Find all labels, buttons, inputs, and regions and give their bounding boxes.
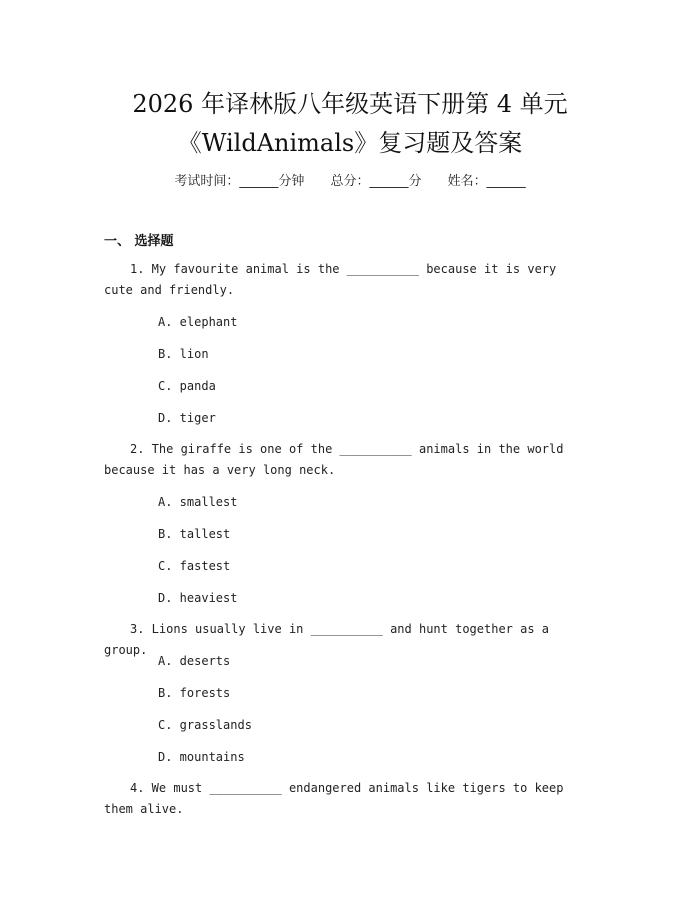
exam-meta <box>0 170 700 189</box>
option-2b: B. tallest <box>158 527 231 541</box>
option-3d: D. mountains <box>158 750 245 764</box>
question-stem: 1. My favourite animal is the __________ because it is very cute and friendly. <box>104 262 557 297</box>
question-stem: 2. The giraffe is one of the __________ animals in the world because it has a very long neck. <box>104 442 564 477</box>
option-3c: C. grasslands <box>158 718 252 732</box>
page-title-line1: 2026 年译林版八年级英语下册第 4 单元 <box>132 90 568 118</box>
option-3a: A. deserts <box>158 654 231 668</box>
page-title-line2: 《WildAnimals》复习题及答案 <box>177 129 523 157</box>
option-2d: D. heaviest <box>158 591 238 605</box>
option-1c: C. panda <box>158 379 216 393</box>
option-2c: C. fastest <box>158 559 231 573</box>
option-3b: B. forests <box>158 686 231 700</box>
exam-time-field: 考试时间：______分钟 <box>174 174 305 189</box>
section-heading: 一、 选择题 <box>104 234 174 249</box>
question-stem: 3. Lions usually live in __________ and hunt together as a group. <box>104 622 550 657</box>
question-stem: 4. We must __________ endangered animals like tigers to keep them alive. <box>104 781 564 816</box>
question-1 <box>104 259 586 301</box>
question-2 <box>104 439 586 481</box>
option-2a: A. smallest <box>158 495 238 509</box>
total-score-field: 总分：______分 <box>330 174 422 189</box>
option-1a: A. elephant <box>158 315 238 329</box>
question-4 <box>104 778 586 820</box>
student-name-field: 姓名：______ <box>447 174 526 189</box>
option-1d: D. tiger <box>158 411 216 425</box>
option-1b: B. lion <box>158 347 209 361</box>
